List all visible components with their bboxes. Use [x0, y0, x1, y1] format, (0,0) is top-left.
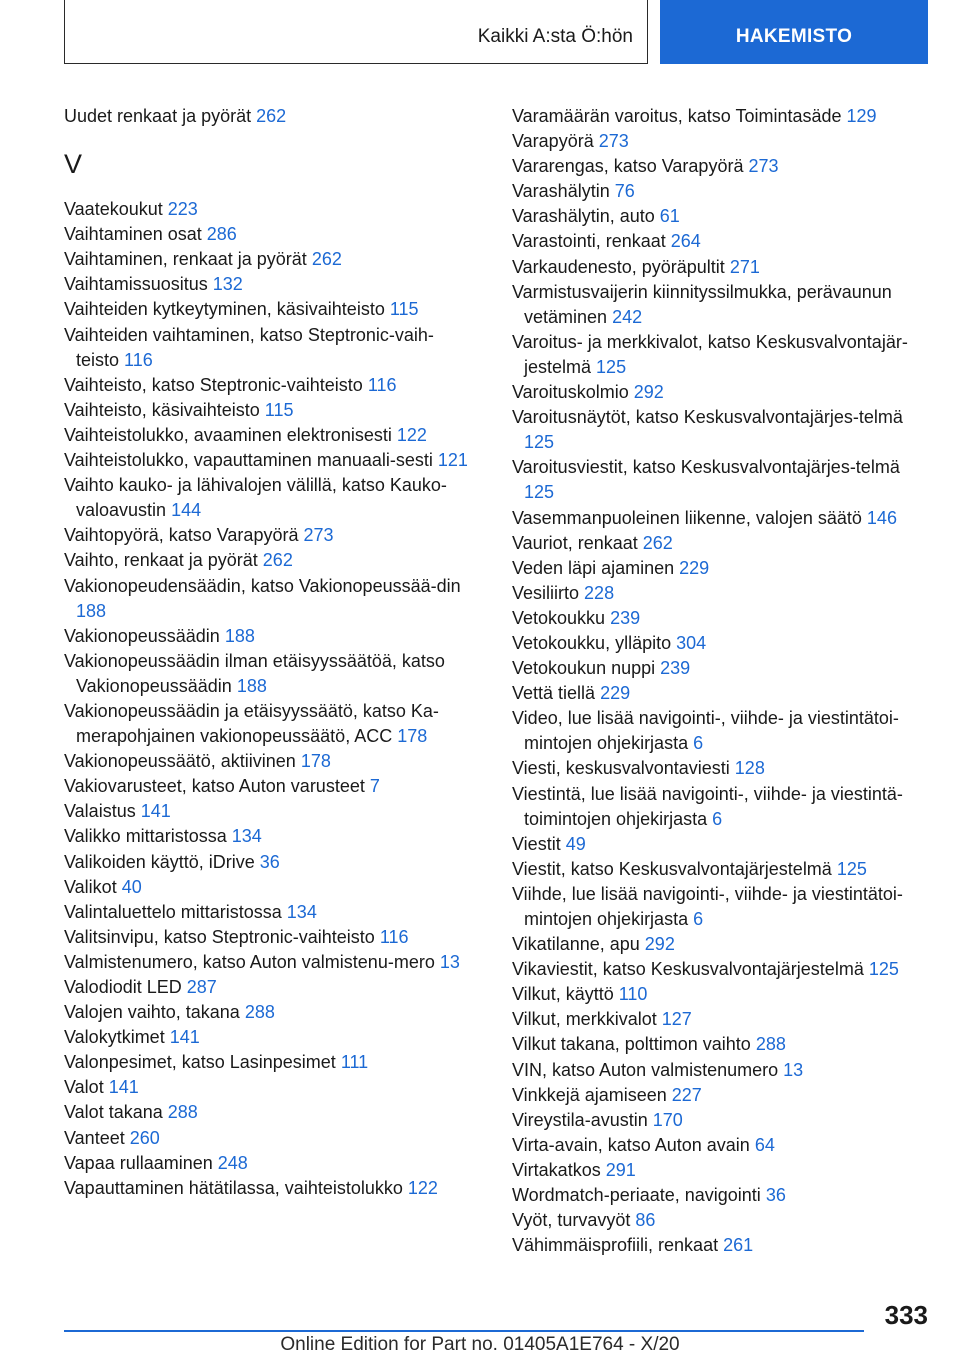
index-page-link[interactable]: 76 — [614, 181, 635, 202]
index-page-link[interactable]: 288 — [755, 1034, 786, 1055]
index-page-link[interactable]: 134 — [231, 826, 262, 847]
index-entry — [64, 1126, 474, 1151]
index-entry — [64, 323, 474, 373]
index-entry — [512, 1158, 932, 1183]
index-entry — [64, 448, 474, 473]
index-entry-text: Varkaudenesto, pyöräpultit — [512, 256, 725, 277]
index-page-link[interactable]: 229 — [679, 557, 710, 578]
index-entry-text: Vyöt, turvavyöt — [512, 1210, 631, 1231]
index-entry — [64, 875, 474, 900]
index-entry-text: Valot takana — [64, 1102, 163, 1123]
index-entry — [512, 1007, 932, 1032]
index-entry — [64, 272, 474, 297]
index-entry — [512, 756, 932, 781]
index-entry — [512, 681, 932, 706]
index-entry-text: Vakionopeussäätö, aktiivinen — [64, 751, 296, 772]
index-entry — [64, 699, 474, 749]
index-entry — [512, 129, 932, 154]
index-entry-text: Vauriot, renkaat — [512, 532, 638, 553]
index-page-link[interactable]: 116 — [367, 374, 397, 395]
index-page-link[interactable]: 86 — [635, 1210, 656, 1231]
index-entry — [64, 900, 474, 925]
index-entry — [512, 782, 932, 832]
index-entry-text: Virta-avain, katso Auton avain — [512, 1134, 750, 1155]
index-entry-text: Varoitusviestit, katso Keskusvalvontajärjes-telmä — [512, 457, 900, 478]
index-entry-text: Varashälytin, auto — [512, 206, 655, 227]
index-entry — [64, 749, 474, 774]
index-page-link[interactable]: 273 — [748, 156, 779, 177]
index-entry-text: Vesiliirto — [512, 582, 580, 603]
index-entry-text: Vaihteiden kytkeytyminen, käsivaihteisto — [64, 299, 385, 320]
index-entry-text: Vaihteiden vaihtaminen, katso Steptronic-vaih-teisto — [64, 324, 434, 370]
index-entry — [64, 850, 474, 875]
index-entry-text: Vireystila-avustin — [512, 1109, 648, 1130]
index-entry — [64, 104, 474, 129]
index-entry-text: Varashälytin — [512, 181, 610, 202]
index-entry — [64, 297, 474, 322]
page-number: 333 — [884, 1300, 928, 1330]
index-entry-text: Vetokoukun nuppi — [512, 658, 656, 679]
index-entry-text: Vaihto kauko- ja lähivalojen välillä, katso Kauko-valoavustin — [64, 475, 447, 521]
index-entry-text: Vaatekoukut — [64, 199, 163, 220]
index-entry-text: Varoitus- ja merkkivalot, katso Keskusvalvontajär-jestelmä — [512, 331, 908, 377]
index-page-link[interactable]: 292 — [644, 934, 675, 955]
index-page-link[interactable]: 292 — [633, 382, 664, 403]
index-entry-text: Vaihteisto, katso Steptronic-vaihteisto — [64, 374, 363, 395]
index-entry — [64, 975, 474, 1000]
index-column-left — [64, 104, 474, 1201]
index-entry-text: Viesti, keskusvalvontaviesti — [512, 758, 730, 779]
index-entry — [64, 1151, 474, 1176]
index-page-link[interactable]: 115 — [264, 399, 294, 420]
index-entry — [512, 531, 932, 556]
index-page-link[interactable]: 129 — [846, 106, 877, 126]
index-page-link[interactable]: 188 — [76, 600, 107, 621]
index-entry — [512, 104, 932, 129]
index-page-link[interactable]: 115 — [389, 299, 419, 320]
index-page-link[interactable]: 273 — [598, 131, 629, 152]
index-entry — [512, 1058, 932, 1083]
index-entry — [512, 154, 932, 179]
index-entry — [512, 1233, 932, 1258]
index-entry-text: Valikko mittaristossa — [64, 826, 227, 847]
index-entry — [64, 799, 474, 824]
footer-divider — [64, 1330, 864, 1332]
index-entry-text: Varapyörä — [512, 131, 594, 152]
index-page-link[interactable]: 6 — [693, 909, 704, 929]
index-page-link[interactable]: 141 — [108, 1077, 139, 1098]
index-page-link[interactable]: 264 — [670, 231, 701, 252]
index-page-link[interactable]: 141 — [140, 801, 171, 822]
index-tab[interactable] — [660, 0, 928, 64]
index-page-link[interactable]: 262 — [642, 532, 673, 553]
index-entry-text: Varoitusnäytöt, katso Keskusvalvontajärjes-telmä — [512, 407, 903, 428]
index-entry — [64, 574, 474, 624]
index-entry — [512, 606, 932, 631]
index-entry-text: Vinkkejä ajamiseen — [512, 1084, 667, 1105]
nav-tab-a-to-z[interactable] — [64, 0, 648, 64]
index-entry — [64, 925, 474, 950]
index-entry-text: Vapaa rullaaminen — [64, 1152, 213, 1173]
index-page-link[interactable]: 170 — [652, 1109, 683, 1130]
index-entry — [64, 548, 474, 573]
index-entry-text: Valot — [64, 1077, 104, 1098]
index-page-link[interactable]: 110 — [618, 984, 648, 1005]
index-entry-text: Vakiovarusteet, katso Auton varusteet — [64, 776, 365, 797]
index-entry — [512, 506, 932, 531]
index-page-link[interactable]: 116 — [124, 349, 153, 370]
index-entry — [512, 204, 932, 229]
index-entry-text: Vapauttaminen hätätilassa, vaihteistolukko — [64, 1177, 403, 1198]
index-entry-text: Valikot — [64, 876, 117, 897]
index-entry — [512, 405, 932, 455]
index-entry — [512, 982, 932, 1007]
index-entry — [64, 950, 474, 975]
index-entry-text: Vaihtamissuositus — [64, 274, 208, 295]
index-entry — [512, 1083, 932, 1108]
index-page-link[interactable]: 125 — [596, 356, 627, 377]
index-page-link[interactable]: 122 — [396, 424, 427, 445]
footer-text: Online Edition for Part no. 01405A1E764 - X/20 — [280, 1334, 680, 1355]
index-page-link[interactable]: 134 — [286, 901, 317, 922]
index-page-link[interactable]: 188 — [224, 625, 255, 646]
index-page-link[interactable]: 61 — [659, 206, 680, 227]
index-entry-text: Vettä tiellä — [512, 683, 596, 704]
index-entry — [512, 330, 932, 380]
index-page-link[interactable]: 304 — [676, 632, 707, 653]
index-page-link[interactable]: 291 — [605, 1159, 636, 1180]
index-entry — [512, 179, 932, 204]
index-page-link[interactable]: 6 — [693, 733, 704, 754]
index-entry-text: Virtakatkos — [512, 1159, 601, 1180]
index-entry — [512, 1133, 932, 1158]
index-page-link[interactable]: 7 — [369, 776, 380, 797]
index-page-link[interactable]: 13 — [439, 951, 460, 972]
index-entry-text: Viestit, katso Keskusvalvontajärjestelmä — [512, 858, 832, 879]
index-page-link[interactable]: 121 — [437, 450, 468, 471]
index-page-link[interactable]: 227 — [671, 1084, 702, 1105]
index-entry-text: Vakionopeussäädin ilman etäisyyssäätöä, katso Vakionopeussäädin — [64, 650, 445, 696]
index-entry-text: Vilkut, merkkivalot — [512, 1009, 657, 1030]
index-entry-text: Vikaviestit, katso Keskusvalvontajärjestelmä — [512, 959, 864, 980]
index-entry-text: Varmistusvaijerin kiinnityssilmukka, perävaunun vetäminen — [512, 281, 892, 327]
index-page-link[interactable]: 6 — [712, 808, 723, 829]
index-page-link[interactable]: 188 — [236, 675, 267, 696]
index-page-link[interactable]: 287 — [186, 977, 217, 997]
index-entry-text: Wordmatch-periaate, navigointi — [512, 1185, 761, 1206]
index-entry-text: Vetokoukku, ylläpito — [512, 632, 672, 653]
index-entry — [512, 581, 932, 606]
index-entry-text: Vilkut, käyttö — [512, 984, 614, 1005]
index-page-link[interactable]: 239 — [660, 658, 691, 679]
header — [64, 0, 928, 66]
index-entry-text: Valaistus — [64, 801, 136, 822]
index-page-link[interactable]: 40 — [121, 876, 142, 897]
index-entry-text: Valonpesimet, katso Lasinpesimet — [64, 1052, 336, 1073]
index-page-link[interactable]: 261 — [723, 1235, 754, 1256]
index-entry — [64, 1025, 474, 1050]
index-column-right — [512, 104, 932, 1258]
index-entry — [64, 824, 474, 849]
index-entry-text: Vanteet — [64, 1127, 125, 1148]
index-page-link[interactable]: 271 — [729, 256, 760, 277]
index-entry — [64, 624, 474, 649]
index-entry-text: Vaihtopyörä, katso Varapyörä — [64, 525, 299, 546]
index-entry — [512, 1208, 932, 1233]
index-page-link[interactable]: 178 — [300, 751, 331, 772]
index-letter-heading: V — [64, 149, 83, 180]
index-entry-text: Vaihteistolukko, vapauttaminen manuaali-sesti — [64, 450, 433, 471]
index-page-link[interactable]: 36 — [259, 851, 280, 872]
index-page-link[interactable]: 262 — [262, 550, 293, 571]
index-entry — [512, 229, 932, 254]
index-page-link[interactable]: 146 — [866, 507, 897, 528]
index-entry-text: Valodiodit LED — [64, 977, 182, 997]
index-entry-text: Vaihteistolukko, avaaminen elektronisesti — [64, 424, 392, 445]
index-page-link[interactable]: 125 — [868, 959, 899, 980]
index-entry-text: Varoituskolmio — [512, 382, 629, 403]
index-entry — [512, 832, 932, 857]
index-entry — [512, 455, 932, 505]
index-entry-text: Valikoiden käyttö, iDrive — [64, 851, 255, 872]
index-page-link[interactable]: 36 — [765, 1185, 786, 1206]
index-page-link[interactable]: 286 — [206, 224, 237, 245]
index-entry — [512, 556, 932, 581]
index-page-link[interactable]: 132 — [212, 274, 243, 295]
index-entry — [64, 222, 474, 247]
index-page-link[interactable]: 144 — [171, 500, 202, 521]
index-entry-text: VIN, katso Auton valmistenumero — [512, 1059, 779, 1080]
index-page-link[interactable]: 223 — [167, 199, 198, 220]
index-page-link[interactable]: 288 — [167, 1102, 198, 1123]
index-entry — [64, 197, 474, 222]
index-tab-label: HAKEMISTO — [735, 26, 853, 47]
index-page-link[interactable]: 141 — [169, 1027, 200, 1048]
index-page-link[interactable]: 242 — [612, 306, 643, 327]
index-entry — [512, 280, 932, 330]
index-entry-text: Valojen vaihto, takana — [64, 1002, 240, 1023]
index-entry-text: Valokytkimet — [64, 1027, 165, 1048]
index-entry-text: Vähimmäisprofiili, renkaat — [512, 1235, 719, 1256]
index-entry-text: Vasemmanpuoleinen liikenne, valojen säätö — [512, 507, 862, 528]
index-page-link[interactable]: 248 — [217, 1152, 248, 1173]
index-entry — [512, 1032, 932, 1057]
index-entry — [512, 656, 932, 681]
index-page-link[interactable]: 125 — [524, 482, 555, 503]
index-entry-text: Vikatilanne, apu — [512, 934, 640, 955]
index-entry — [512, 932, 932, 957]
index-entry — [512, 1108, 932, 1133]
index-entry-text: Vakionopeudensäädin, katso Vakionopeussää-din — [64, 575, 461, 596]
index-entry — [64, 1100, 474, 1125]
index-entry-text: Valitsinvipu, katso Steptronic-vaihteisto — [64, 926, 375, 947]
index-entry — [64, 1176, 474, 1201]
index-entry — [64, 423, 474, 448]
index-page-link[interactable]: 49 — [565, 833, 586, 854]
index-page-link[interactable]: 64 — [754, 1134, 775, 1155]
index-entry-text: Veden läpi ajaminen — [512, 557, 675, 578]
index-entry — [512, 255, 932, 280]
index-page-link[interactable]: 260 — [129, 1127, 160, 1148]
index-entry-text: Viestintä, lue lisää navigointi-, viihde- ja viestintä-toimintojen ohjekirjasta — [512, 783, 903, 829]
index-page-link[interactable]: 111 — [340, 1052, 369, 1073]
index-entry — [512, 882, 932, 932]
nav-tab-label: Kaikki A:sta Ö:hön — [477, 26, 633, 47]
index-entry — [512, 857, 932, 882]
index-entry-text: Vetokoukku — [512, 607, 606, 628]
index-entry — [512, 1183, 932, 1208]
index-entry — [64, 1050, 474, 1075]
index-entry-text: Valmistenumero, katso Auton valmistenu-mero — [64, 951, 435, 972]
index-entry — [64, 373, 474, 398]
index-page-link[interactable]: 128 — [734, 758, 765, 779]
index-page-link[interactable]: 239 — [610, 607, 641, 628]
index-entry — [64, 774, 474, 799]
index-entry — [64, 1075, 474, 1100]
index-entry — [512, 706, 932, 756]
index-entry — [512, 380, 932, 405]
index-entry — [512, 631, 932, 656]
index-page-link[interactable]: 228 — [584, 582, 615, 603]
index-entry — [64, 247, 474, 272]
index-page-link[interactable]: 262 — [311, 249, 342, 270]
index-entry — [512, 957, 932, 982]
index-entry-text: Valintaluettelo mittaristossa — [64, 901, 282, 922]
index-entry-text: Varastointi, renkaat — [512, 231, 666, 252]
index-entry-text: Viestit — [512, 833, 561, 854]
index-page-link[interactable]: 122 — [407, 1177, 438, 1198]
index-entry — [64, 473, 474, 523]
index-page-link[interactable]: 127 — [661, 1009, 692, 1030]
index-entry — [64, 523, 474, 548]
index-page-link[interactable]: 125 — [524, 432, 555, 453]
index-page-link[interactable]: 262 — [256, 106, 287, 126]
index-entry-text: Varamäärän varoitus, katso Toimintasäde — [512, 106, 842, 126]
index-page-link[interactable]: 116 — [379, 926, 409, 947]
index-entry-text: Vilkut takana, polttimon vaihto — [512, 1034, 751, 1055]
index-entry-text: Vararengas, katso Varapyörä — [512, 156, 744, 177]
index-page-link[interactable]: 178 — [397, 726, 428, 747]
index-entry-text: Vaihteisto, käsivaihteisto — [64, 399, 260, 420]
index-page-link[interactable]: 125 — [836, 858, 867, 879]
index-entry-text: Viihde, lue lisää navigointi-, viihde- ja viestintätoi-mintojen ohjekirjasta — [512, 883, 903, 929]
index-entry-text: Vakionopeussäädin — [64, 625, 220, 646]
index-entry — [64, 649, 474, 699]
index-page-link[interactable]: 13 — [783, 1059, 804, 1080]
index-entry-text: Uudet renkaat ja pyörät — [64, 106, 252, 126]
index-entry-text: Video, lue lisää navigointi-, viihde- ja viestintätoi-mintojen ohjekirjasta — [512, 708, 899, 754]
index-entry-text: Vaihtaminen osat — [64, 224, 202, 245]
index-entry — [64, 398, 474, 423]
index-entry-text: Vaihtaminen, renkaat ja pyörät — [64, 249, 307, 270]
index-page-link[interactable]: 229 — [600, 683, 631, 704]
index-entry-text: Vakionopeussäädin ja etäisyyssäätö, katso Ka-merapohjainen vakionopeussäätö, ACC — [64, 700, 439, 747]
index-page-link[interactable]: 288 — [244, 1002, 275, 1023]
index-page-link[interactable]: 273 — [303, 525, 334, 546]
index-entry-text: Vaihto, renkaat ja pyörät — [64, 550, 258, 571]
index-entry — [64, 1000, 474, 1025]
